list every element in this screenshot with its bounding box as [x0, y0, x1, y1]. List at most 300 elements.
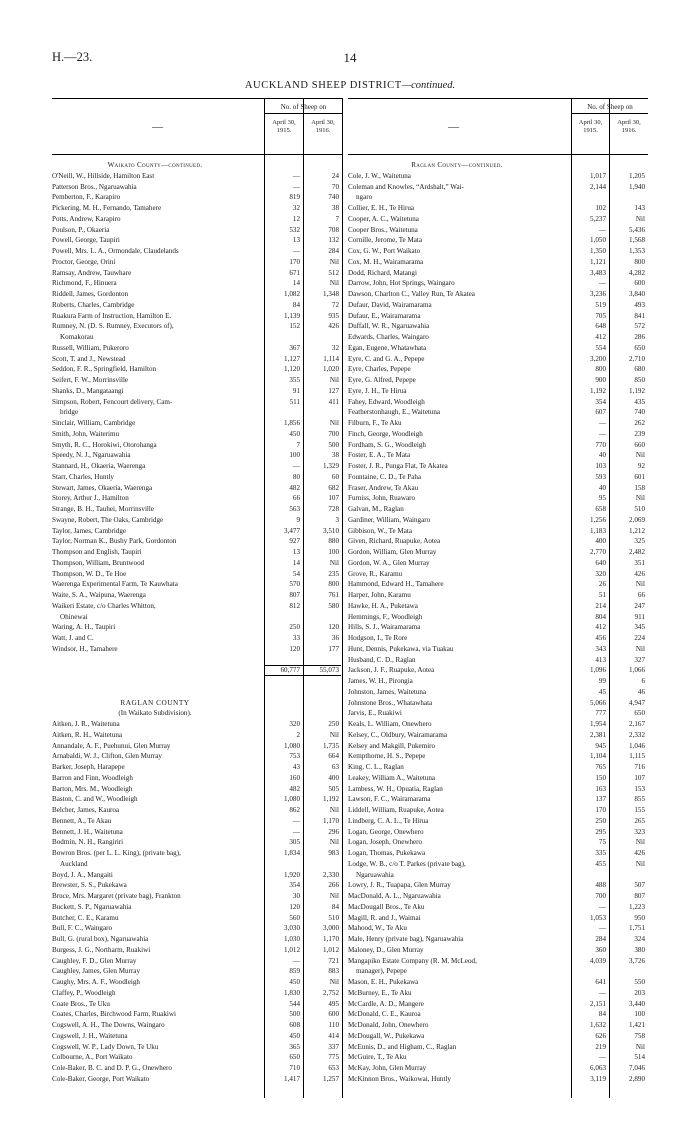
farmer-name: Strange, B. H., Tauhei, Morrinsville [52, 505, 155, 513]
table-row [52, 644, 342, 655]
sheep-1915-cell: 343 [595, 644, 606, 653]
sheep-1916-cell: 740 [328, 193, 339, 202]
table-row [52, 751, 342, 762]
farmer-name: Powell, Mrs. L. A., Ormondale, Claudelands [52, 247, 179, 255]
sheep-1916-cell: 761 [328, 591, 339, 599]
sheep-1916-cell: 850 [634, 376, 645, 384]
sheep-1916-cell: Nil [329, 838, 339, 847]
sheep-1916-cell: 143 [634, 204, 645, 212]
sheep-1916-cell: 110 [328, 1021, 339, 1029]
sheep-1915-cell: 1,856 [284, 419, 300, 427]
farmer-name: Lawson, F. C., Wairamarama [348, 795, 431, 804]
farmer-name: Simpson, Robert, Fencourt delivery, Cam- [52, 397, 173, 406]
sheep-1916-cell: 2,752 [323, 988, 339, 997]
table-row [348, 1031, 648, 1042]
sheep-1915-cell: 800 [595, 365, 606, 374]
table-row [348, 601, 648, 612]
farmer-name: Fordham, S. G., Woodleigh [348, 440, 426, 449]
farmer-name: Mangapiko Estate Company (R. M. McLeod, [348, 956, 477, 965]
sheep-1915-cell: 120 [289, 644, 300, 653]
sheep-1915-cell: 862 [289, 806, 300, 814]
sheep-1916-cell: 70 [331, 182, 339, 191]
farmer-name: Finch, George, Woodleigh [348, 429, 423, 438]
farmer-name: Watt, J. and C. [52, 634, 94, 642]
sheep-1916-cell: 2,069 [629, 515, 645, 524]
sheep-1916-cell: 600 [328, 1010, 339, 1019]
farmer-name: Barton, Mrs. M., Woodleigh [52, 784, 133, 793]
sheep-1915-cell: 1,096 [590, 666, 606, 675]
table-row [348, 999, 648, 1010]
table-row [348, 289, 648, 300]
sheep-1915-cell: 1,830 [284, 988, 300, 997]
farmer-name: Stewart, James, Okaeria, Waerenga [52, 483, 153, 492]
sheep-1915-cell: 804 [595, 612, 606, 621]
sheep-1916-cell: 855 [634, 795, 645, 804]
sheep-1916-cell: 911 [634, 612, 645, 621]
table-row [348, 1074, 648, 1085]
farmer-name: Gibbison, W., Te Mata [348, 526, 413, 535]
farmer-name: Taylor, Norman K., Bushy Park, Gordonton [52, 537, 177, 546]
sheep-1916-cell: 950 [634, 913, 645, 922]
table-row [348, 1009, 648, 1020]
sheep-1916-cell: 1,170 [323, 935, 339, 943]
table-row [52, 719, 342, 730]
farmer-name: Pickering, M. H., Fernando, Tamahere [52, 204, 162, 212]
sheep-1916-cell: 580 [328, 601, 339, 610]
sheep-1916-cell: 55,073 [319, 666, 339, 675]
farmer-name: Logan, George, Onewhero [348, 827, 424, 836]
sheep-1916-cell: 807 [634, 892, 645, 900]
farmer-name: RAGLAN COUNTY [120, 697, 190, 707]
sheep-1916-cell: 5,436 [629, 225, 645, 234]
sheep-1916-cell: 4,947 [629, 698, 645, 707]
farmer-name: Lambess, W. H., Opuatia, Raglan [348, 784, 443, 793]
sheep-1915-cell: 859 [289, 967, 300, 976]
sheep-1916-cell: 2,890 [629, 1074, 645, 1083]
sheep-1915-cell: 1,120 [284, 365, 300, 374]
sheep-1915-cell: 51 [598, 591, 606, 599]
sheep-1916-cell: 296 [328, 827, 339, 836]
table-row [348, 418, 648, 429]
farmer-name: Hemmings, F., Woodleigh [348, 612, 423, 621]
farmer-name: Riddell, James, Gordonton [52, 290, 129, 298]
farmer-name: Egan, Eugene, Whatawhata [348, 343, 427, 352]
table-row [348, 160, 648, 171]
sheep-1915-cell: 1,834 [284, 849, 300, 857]
table-row [348, 278, 648, 289]
table-row [348, 945, 648, 956]
table-row [52, 816, 342, 827]
table-row [52, 407, 342, 418]
sheep-1915-cell: 80 [292, 472, 300, 481]
sheep-1915-cell: 250 [289, 623, 300, 632]
sheep-1915-cell: 500 [289, 1010, 300, 1019]
sheep-1915-cell: 14 [292, 279, 300, 288]
farmer-name: King, C. L., Raglan [348, 763, 404, 771]
sheep-1915-cell: 1,012 [284, 945, 300, 954]
sheep-1915-cell: — [292, 827, 300, 836]
sheep-1916-cell: 426 [634, 849, 645, 857]
sheep-1916-cell: 247 [634, 601, 645, 610]
sheep-1916-cell: 1,212 [629, 526, 645, 535]
sheep-1916-cell: Nil [329, 558, 339, 567]
farmer-name: Bennett, A., Te Akau [52, 816, 112, 825]
farmer-name: Fahey, Edward, Woodleigh [348, 397, 425, 406]
sheep-1916-cell: 505 [328, 784, 339, 793]
year-1916-header: April 30, 1916. [311, 119, 335, 134]
sheep-1916-cell: 775 [328, 1053, 339, 1062]
table-row [348, 171, 648, 182]
sheep-1915-cell: 412 [595, 623, 606, 632]
sheep-1915-cell: 608 [289, 1021, 300, 1029]
table-row [52, 321, 342, 332]
table-row [348, 923, 648, 934]
farmer-name: Bowron Bros. (per L. L. King), (private bag), [52, 849, 181, 857]
farmer-name: McEunis, D., and Higham, C., Raglan [348, 1042, 457, 1051]
sheep-1915-cell: 3,236 [590, 290, 606, 298]
farmer-name: Starr, Charles, Huntly [52, 472, 114, 481]
sheep-1916-cell: Nil [635, 644, 645, 653]
table-row [52, 633, 342, 644]
sheep-1915-cell: 335 [595, 849, 606, 857]
sheep-1915-cell: 367 [289, 343, 300, 352]
farmer-name: Patterson Bros., Ngaruawahia [52, 182, 137, 191]
farmer-name: Caughy, Mrs. A. F., Woodleigh [52, 978, 140, 986]
sheep-1916-cell: 800 [634, 257, 645, 266]
sheep-1915-cell: 450 [289, 1031, 300, 1040]
table-row [52, 472, 342, 483]
sheep-1915-cell: 450 [289, 978, 300, 986]
sheep-1916-cell: 1,192 [323, 795, 339, 804]
farmer-name: McKay, John, Glen Murray [348, 1064, 427, 1072]
table-row [52, 225, 342, 236]
table-row [52, 418, 342, 429]
sheep-1915-cell: 1,350 [590, 247, 606, 255]
farmer-name: Foster, J. R., Punga Flat, Te Akatea [348, 462, 448, 470]
table-row [52, 880, 342, 891]
sheep-1915-cell: — [292, 956, 300, 965]
farmer-name: James, W. H., Pirongia [348, 677, 413, 685]
table-row [348, 375, 648, 386]
farmer-name: Cooper Bros., Waitetuna [348, 225, 418, 234]
farmer-name: Darrow, John, Hot Springs, Waingaro [348, 279, 455, 288]
farmer-name: Gordon, W. A., Glen Murray [348, 558, 430, 567]
farmer-name: Arnabaldi, W. J., Clifton, Glen Murray [52, 752, 162, 761]
table-row [348, 182, 648, 193]
table-row [348, 590, 648, 601]
sheep-1916-cell: 1,192 [629, 386, 645, 395]
farmer-name: Colbourne, A., Port Waikato [52, 1053, 133, 1062]
table-row [348, 343, 648, 354]
table-row [348, 719, 648, 730]
farmer-name: Smyth, R. C., Horokiwi, Otorohanga [52, 440, 157, 449]
table-row [348, 246, 648, 257]
document-id: H.—23. [52, 50, 93, 64]
sheep-1916-cell: 1,257 [323, 1074, 339, 1083]
sheep-1915-cell: 450 [289, 429, 300, 438]
table-row [348, 461, 648, 472]
table-row [348, 827, 648, 838]
farmer-name: Brewster, S. S., Pukekawa [52, 881, 127, 890]
sheep-1915-cell: 26 [598, 580, 606, 589]
table-row [348, 655, 648, 666]
sheep-1915-cell: 2 [296, 730, 300, 739]
sheep-1915-cell: 13 [292, 236, 300, 245]
sheep-1916-cell: 153 [634, 784, 645, 793]
sheep-1915-cell: — [598, 419, 606, 427]
table-row [52, 1031, 342, 1042]
sheep-1916-cell: 1,114 [323, 354, 339, 363]
year-1916-header: April 30, 1916. [617, 119, 641, 134]
sheep-1915-cell: 753 [289, 752, 300, 761]
sheep-1916-cell: 158 [634, 483, 645, 492]
table-row [52, 192, 342, 203]
sheep-1915-cell: 700 [595, 892, 606, 900]
sheep-1916-cell: Nil [329, 419, 339, 427]
sheep-1915-cell: 1,632 [590, 1021, 606, 1029]
sheep-1915-cell: 5,066 [590, 698, 606, 707]
farmer-name: Lodge, W. B., c/o T. Parkes (private bag), [348, 859, 466, 868]
farmer-name: Cole-Baker, George, Port Waikato [52, 1074, 150, 1083]
table-row [348, 483, 648, 494]
table-row [52, 805, 342, 816]
sheep-1915-cell: 593 [595, 472, 606, 481]
total-rule-top [265, 665, 341, 666]
table-row [348, 354, 648, 365]
sheep-1915-cell: 511 [289, 397, 300, 406]
sheep-1915-cell: 488 [595, 881, 606, 890]
farmer-name: Caughley, F. D., Glen Murray [52, 956, 137, 965]
sheep-1916-cell: 600 [634, 279, 645, 288]
farmer-name: manager), Pepepe [356, 967, 407, 976]
table-row [348, 450, 648, 461]
sheep-1916-cell: 728 [328, 505, 339, 513]
farmer-name: Cole-Baker, B. C. and D. P. G., Onewhero [52, 1064, 172, 1072]
sheep-1916-cell: 7 [335, 214, 339, 223]
sheep-1915-cell: 607 [595, 408, 606, 417]
sheep-1915-cell: 170 [595, 806, 606, 814]
sheep-1916-cell: 132 [328, 236, 339, 245]
sheep-1915-cell: — [598, 1053, 606, 1062]
sheep-1915-cell: 66 [292, 494, 300, 503]
sheep-1915-cell: 99 [598, 677, 606, 685]
farmer-name: Burgess, J. G., Northarm, Ruakiwi [52, 945, 151, 954]
sheep-1915-cell: 705 [595, 311, 606, 320]
farmer-name: Poulson, P., Okaeria [52, 225, 110, 234]
sheep-1916-cell: 239 [634, 429, 645, 438]
table-row [348, 644, 648, 655]
farmer-name: Galvan, M., Raglan [348, 505, 404, 513]
table-row [52, 354, 342, 365]
table-row [348, 859, 648, 870]
table-row [348, 504, 648, 515]
farmer-name: Gordon, William, Glen Murray [348, 548, 437, 556]
sheep-1915-cell: — [292, 171, 300, 180]
sheep-1915-cell: 1,127 [284, 354, 300, 363]
sheep-1915-cell: 456 [595, 634, 606, 642]
left-table-body [52, 160, 342, 1085]
sheep-1915-cell: 648 [595, 322, 606, 331]
sheep-1916-cell: 36 [331, 634, 339, 642]
sheep-1915-cell: 60,777 [280, 666, 300, 675]
sheep-1915-cell: 3,483 [590, 268, 606, 277]
farmer-name: Scott, T. and J., Newstead [52, 354, 126, 363]
sheep-1915-cell: 626 [595, 1031, 606, 1040]
sheep-1916-cell: 325 [634, 537, 645, 546]
sheep-1916-cell: 2,330 [323, 870, 339, 879]
sheep-1915-cell: 770 [595, 440, 606, 449]
sheep-1916-cell: 4,282 [629, 268, 645, 277]
farmer-name: Thompson and English, Taupiri [52, 548, 142, 556]
table-row [52, 848, 342, 859]
sheep-1916-cell: Nil [329, 376, 339, 384]
sheep-1916-cell: 493 [634, 300, 645, 309]
sheep-1916-cell: Nil [329, 978, 339, 986]
table-row [348, 526, 648, 537]
table-row [348, 214, 648, 225]
table-row [348, 687, 648, 698]
sheep-1916-cell: 2,710 [629, 354, 645, 363]
table-row [52, 859, 342, 870]
sheep-1916-cell: 500 [328, 440, 339, 449]
table-row [52, 945, 342, 956]
table-row [52, 429, 342, 440]
farmer-name: Cox, G. W., Port Waikato [348, 247, 421, 255]
sheep-1915-cell: 1,192 [590, 386, 606, 395]
table-row [348, 192, 648, 203]
farmer-name: Dawson, Charlton C., Valley Run, Te Akatea [348, 290, 475, 298]
sheep-1916-cell: 510 [634, 505, 645, 513]
table-row [52, 837, 342, 848]
sheep-1916-cell: 2,482 [629, 548, 645, 556]
farmer-name: Seddon, F. R., Springfield, Hamilton [52, 365, 157, 374]
table-row [348, 1052, 648, 1063]
sheep-1915-cell: 84 [598, 1010, 606, 1019]
farmer-name: Swayne, Robert, The Oaks, Cambridge [52, 515, 164, 524]
sheep-1915-cell: 1,121 [590, 257, 606, 266]
sheep-1915-cell: — [598, 279, 606, 288]
sheep-1915-cell: 219 [595, 1042, 606, 1051]
farmer-name: Rumney, N. (D. S. Rumney, Executors of), [52, 322, 174, 331]
farmer-name: Cox, M. H., Wairamarama [348, 257, 424, 266]
sheep-1916-cell: 3,726 [629, 956, 645, 965]
farmer-name: Waerenga Experimental Farm, Te Kauwhata [52, 580, 178, 589]
sheep-1916-cell: 32 [331, 343, 339, 352]
sheep-1916-cell: 2,167 [629, 720, 645, 728]
sheep-1916-cell: 3,440 [629, 999, 645, 1008]
sheep-1915-cell: — [598, 902, 606, 911]
sheep-1916-cell: 400 [328, 773, 339, 782]
sheep-1915-cell: — [598, 429, 606, 438]
sheep-1916-cell: 266 [328, 881, 339, 890]
farmer-name: Jarvis, E., Ruakiwi [348, 709, 402, 718]
sheep-1916-cell: Nil [329, 730, 339, 739]
sheep-1916-cell: 414 [328, 1031, 339, 1040]
sheep-1915-cell: 91 [292, 386, 300, 395]
table-row [348, 1020, 648, 1031]
sheep-1915-cell: 32 [292, 204, 300, 212]
sheep-1915-cell: 30 [292, 892, 300, 900]
farmer-name: Waikato County—continued. [107, 161, 203, 169]
farmer-name: Lindberg, C. A. L., Te Hirua [348, 816, 429, 825]
table-row [52, 902, 342, 913]
farmer-name: (In Waikato Subdivision). [118, 709, 192, 718]
sheep-1916-cell: 284 [328, 247, 339, 255]
sheep-1915-cell: 544 [289, 999, 300, 1008]
sheep-1916-cell: 721 [328, 956, 339, 965]
table-row [348, 235, 648, 246]
sheep-1916-cell: 107 [634, 773, 645, 782]
table-row [348, 225, 648, 236]
table-row [52, 171, 342, 182]
sheep-1915-cell: 360 [595, 945, 606, 954]
sheep-1915-cell: 295 [595, 827, 606, 836]
sheep-count-group-header: No. of Sheep on [587, 103, 633, 111]
table-row [52, 977, 342, 988]
sheep-1916-cell: 250 [328, 720, 339, 728]
farmer-name: Waring, A. H., Taupiri [52, 623, 116, 632]
table-row [52, 601, 342, 612]
sheep-1915-cell: 641 [595, 978, 606, 986]
farmer-name: Coate Bros., Te Uku [52, 999, 110, 1008]
sheep-1915-cell: 1,050 [590, 236, 606, 245]
farmer-name: Aitken, J. R., Waitetuna [52, 720, 120, 728]
table-row [52, 203, 342, 214]
table-row [52, 246, 342, 257]
table-row [52, 622, 342, 633]
table-row [52, 547, 342, 558]
sheep-1916-cell: 1,940 [629, 182, 645, 191]
farmer-name: Cole, J. W., Waitetuna [348, 171, 411, 180]
farmer-name: Raglan County—continued. [411, 161, 503, 169]
table-row [348, 977, 648, 988]
sheep-1915-cell: 945 [595, 741, 606, 750]
sheep-1915-cell: 2,770 [590, 548, 606, 556]
sheep-1916-cell: 286 [634, 333, 645, 341]
table-row [348, 751, 648, 762]
year-1915-header: April 30, 1915. [272, 119, 296, 134]
sheep-1916-cell: 1,020 [323, 365, 339, 374]
sheep-1916-cell: 1,066 [629, 666, 645, 675]
table-row [52, 1009, 342, 1020]
farmer-name: Ohinewai [60, 612, 88, 621]
left-table [52, 98, 342, 1098]
sheep-1916-cell: 324 [634, 935, 645, 943]
farmer-name: Buckett, S. P., Ngaruawahia [52, 902, 132, 911]
table-row [52, 708, 342, 719]
sheep-1915-cell: 560 [289, 913, 300, 922]
farmer-name: Eyre, J. H., Te Hirua [348, 386, 407, 395]
sheep-1916-cell: 740 [634, 408, 645, 417]
sheep-1916-cell: 495 [328, 999, 339, 1008]
sheep-1916-cell: 100 [634, 1010, 645, 1019]
table-row [348, 493, 648, 504]
sheep-1915-cell: 120 [289, 902, 300, 911]
sheep-1916-cell: 63 [331, 763, 339, 771]
table-row [348, 966, 648, 977]
sheep-1915-cell: 4,039 [590, 956, 606, 965]
farmer-name: Roberts, Charles, Cambridge [52, 300, 135, 309]
farmer-name: Edwards, Charles, Waingaro [348, 333, 429, 341]
table-row [348, 268, 648, 279]
farmer-name: Magill, R. and J., Waimai [348, 913, 421, 922]
farmer-name: Featherstonhaugh, E., Waitetuna [348, 408, 441, 417]
table-row [52, 988, 342, 999]
farmer-name: Coates, Charles, Birchwood Farm, Ruakiwi [52, 1010, 176, 1019]
farmer-name: Coleman and Knowles, “Ardshalt,” Wai- [348, 182, 464, 191]
farmer-name: Gardiner, William, Waingaro [348, 515, 431, 524]
sheep-1915-cell: 554 [595, 343, 606, 352]
